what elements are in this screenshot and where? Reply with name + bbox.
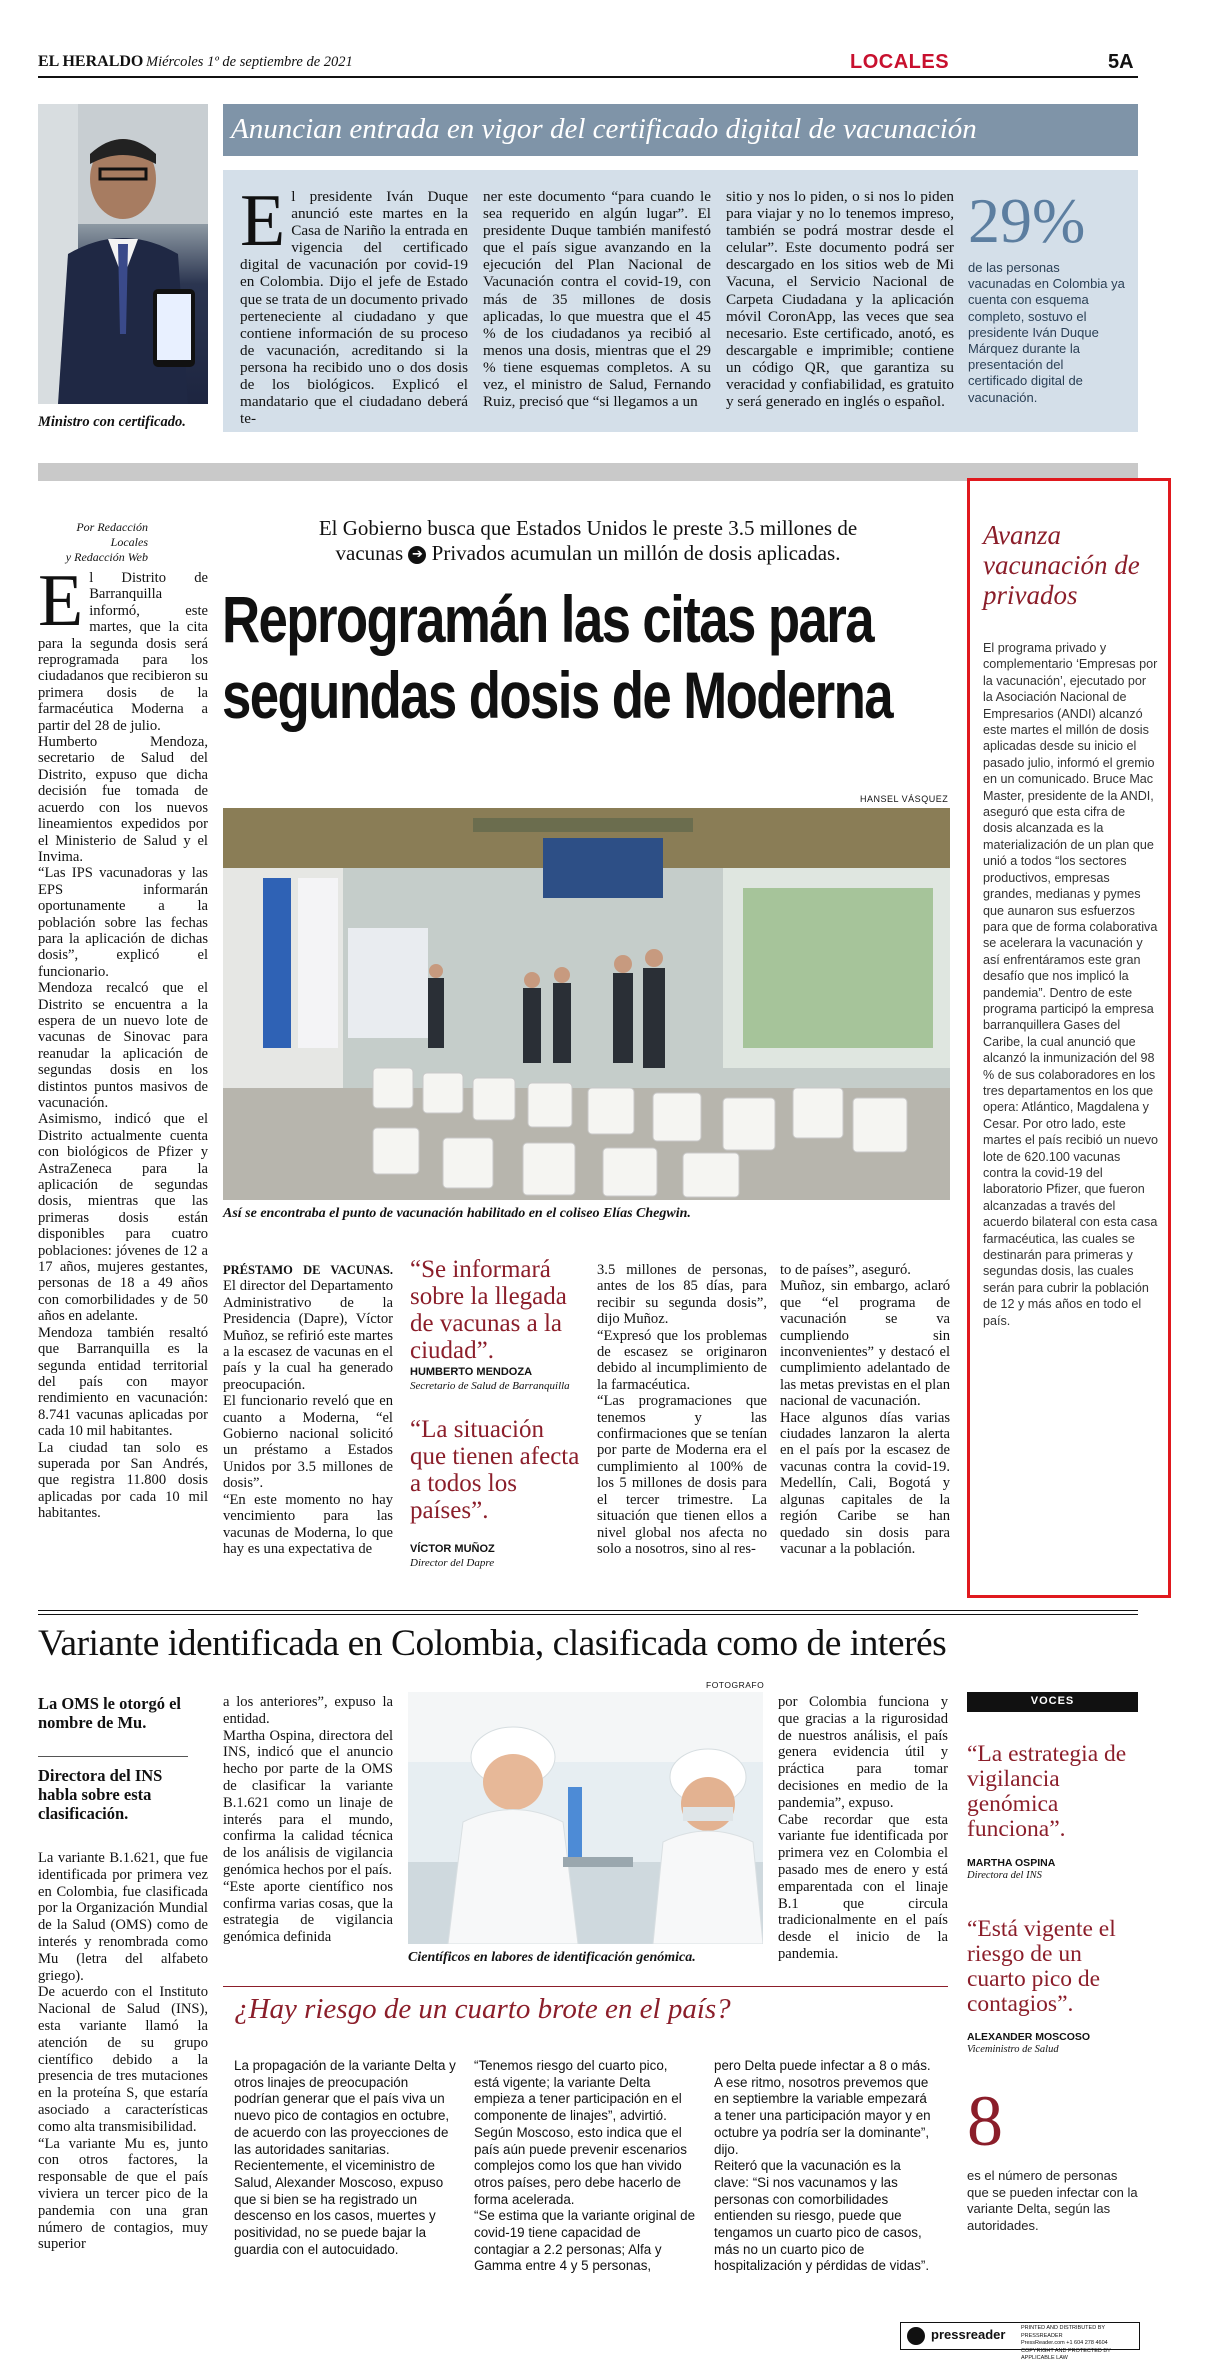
sidebar-title: Avanza vacunación de privados [983, 520, 1140, 610]
story1-col3: sitio y nos lo piden, o si nos lo piden para viajar y no lo tenemos impreso, también se podrá mostrar desde el celular”. Este documento podrá ser descargado en los sitios web de Mi Vacuna, el Servicio Nacional de Carpeta Ciudadana y la aplicación móvil CoronApp, las veces que sea necesario. Este certificado, anotó, es descargable e imprimible; contiene un código QR, que garantiza su veracidad y confiabilidad, es gratuito y será generado en inglés o español. [726, 188, 954, 411]
story2-left-col: El Distrito de Barranquilla informó, este martes, que la cita para la segunda dosis será reprogramada para los ciudadanos que recibieron su primera dosis de la farmacéutica Moderna a partir del 28 de julio. Humberto Mendoza, secretario de Salud del Distrito, expuso que dicha decisión fue tomada de acuerdo con los nuevos lineamientos expedidos por el Ministerio de Salud y el Invima. “Las IPS vacunadoras y las EPS informarán oportunamente a la población sobre las fechas para la aplicación de dichas dosis”, explicó el funcionario. Mendoza recalcó que el Distrito se encuentra a la espera de un nuevo lote de vacunas de Sinovac para reanudar la aplicación de segundas dosis en los distintos puntos masivos de vacunación. Asimismo, indicó que el Distrito actualmente cuenta con biológicos de Pfizer y AstraZeneca para la aplicación de segundas dosis, mientras que las primeras dosis están disponibles para cuatro poblaciones: jóvenes de 12 a 17 años, mujeres gestantes, personas de 18 a 49 años con comorbilidades y de 50 años en adelante. Mendoza también resaltó que Barranquilla es la segunda entidad territorial del país con mayor rendimiento en vacunación: 8.741 vacunas aplicadas por cada 10 mil habitantes. La ciudad tan solo es superada por San Andrés, que registra 11.800 dosis aplicadas por cada 10 mil habitantes. [38, 560, 208, 1522]
voice2-quote: “Está vigente el riesgo de un cuarto pico de contagios”. [967, 1916, 1116, 2017]
byline: Por Redacción Locales y Redacción Web [65, 520, 148, 564]
story1-headline: Anuncian entrada en vigor del certificado digital de vacunación [231, 113, 977, 145]
story2-headline-2: segundas dosis de Moderna [222, 658, 893, 732]
story3-photo-caption: Científicos en labores de identificación genómica. [408, 1950, 696, 1965]
pressreader-badge [900, 2322, 1140, 2361]
sub-col1: La propagación de la variante Delta y otros linajes de preocupación podrían generar que el país viva un nuevo pico de contagios en octubre, de acuerdo con las proyecciones de las autoridades sanitarias. Recientemente, el viceministro de Salud, Alexander Moscoso, expuso que si bien se ha registrado un descenso en los casos, muertes y positividad, no se puede bajar la guardia con el autocuidado. [234, 2058, 456, 2257]
scientists-photo [408, 1692, 763, 1944]
sidebar-text: El programa privado y complementario ‘Empresas por la vacunación’, ejecutado por la Asociación Nacional de Empresarios (ANDI) alcanzó este martes el millón de dosis aplicadas desde su inicio el pasado julio, informó el gremio en un comunicado. Bruce Mac Master, presidente de la ANDI, aseguró que esta cifra de dosis alcanzada es la materialización de un plan que unió a todos “los sectores productivos, empresas grandes, medianas y pymes que aunaron sus esfuerzos para que de forma colaborativa se acelerara la vacunación y así enfrentáramos este gran desafío que nos implicó la pandemia”. Dentro de este programa participó la empresa barranquillera Gases del Caribe, la cual anunció que alcanzó la inmunización del 98 % de sus colaboradores en los tres departamentos en los que opera: Atlántico, Magdalena y Cesar. Por otro lado, este martes el país recibió un nuevo lote de 620.100 vacunas contra la covid-19 del laboratorio Pfizer, que fueron alcanzadas a través del acuerdo bilateral con esta casa farmacéutica, las cuales se destinarán para primeras y segundas dosis, las cuales serán para cubrir la población de 12 y más años en todo el país. [983, 641, 1159, 1328]
pull-quote-1: “Se informará sobre la llegada de vacunas a la ciudad”. [410, 1256, 567, 1364]
pull-quote-2: “La situación que tienen afecta a todos los países”. [410, 1416, 580, 1524]
story2-photo-caption: Así se encontraba el punto de vacunación habilitado en el coliseo Elías Chegwin. [223, 1206, 691, 1221]
story3-col3: por Colombia funciona y que gracias a la rigurosidad de nuestros análisis, el país genera evidencia útil y práctica para tomar decisiones en medio de la pandemia”, expuso. Cabe recordar que esta variante fue identificada por primera vez en Colombia el pasado mes de enero y está emparentada con el linaje B.1 que circula tradicionalmente en el país desde el inicio de la pandemia. [778, 1694, 948, 1962]
pressreader-logo-icon [907, 2327, 925, 2345]
sub-col3: pero Delta puede infectar a 8 o más. A ese ritmo, nosotros prevemos que en septiembre la variable empezará a tener una participación mayor y en octubre ya podría ser la dominante”, dijo. Reiteró que la vacunación es la clave: “Si nos vacunamos y las personas con comorbilidades entienden su riesgo, puede que tengamos un cuarto pico de casos, más no un cuarto pico de hospitalización y pérdidas de vidas”. [714, 2058, 931, 2274]
story3-col2: a los anteriores”, expuso la entidad. Martha Ospina, directora del INS, indicó que el anuncio hecho por parte de la OMS de clasificar la variante B.1.621 como un linaje de interés para el mundo, confirma la calidad técnica de los análisis de vigilancia genómica hechos por el país. “Este aporte científico nos confirma varias cosas, que la estrategia de vigilancia genómica definida [223, 1694, 393, 1946]
story3-sub-headline: ¿Hay riesgo de un cuarto brote en el país? [234, 1993, 731, 2025]
sub-col2: “Tenemos riesgo del cuarto pico, está vigente; la variante Delta empieza a tener participación en el componente de linajes”, advirtió. Según Moscoso, esto indica que el país aún puede prevenir escenarios complejos como los que han vivido otros países, pero debe hacerlo de forma acelerada. “Se estima que la variante original de covid-19 tiene capacidad de contagiar a 2.2 personas; Alfa y Gamma entre 4 y 5 personas, [474, 2058, 696, 2274]
voice2-role: Viceministro de Salud [967, 2044, 1059, 2055]
story2-kicker: El Gobierno busca que Estados Unidos le preste 3.5 millones de vacunas ➔ Privados acumulan un millón de dosis aplicadas. [318, 516, 858, 565]
pressreader-brand: pressreader [931, 2327, 1006, 2342]
arrow-right-icon: ➔ [408, 546, 426, 564]
paper-name: EL HERALDO [38, 53, 144, 70]
coliseum-scene-icon [223, 808, 950, 1200]
voice1-quote: “La estrategia de vigilancia genómica funciona”. [967, 1741, 1127, 1842]
voice1-role: Directora del INS [967, 1870, 1042, 1881]
stat-8-text: es el número de personas que se pueden infectar con la variante Delta, según las autoridades. [967, 2168, 1138, 2233]
quote2-role: Director del Dapre [410, 1557, 495, 1569]
story2-col-d: to de países”, aseguró. Muñoz, sin embargo, aclaró que “el programa de vacunación se va cumpliendo sin inconvenientes” y destacó el cumplimiento adelantado de las metas previstas en el plan nacional de vacunación. Hace algunos días varias ciudades lanzaron la alerta en el país por la escasez de vacunas contra la covid-19. Medellín, Cali, Bogotá y algunas capitales de la región Caribe se han quedado sin dosis para vacunar a la población. [780, 1262, 950, 1557]
story1-col2: ner este documento “para cuando le sea requerido en algún lugar”. El presidente Duque también manifestó que el país sigue avanzando en la ejecución del Plan Nacional de Vacunación contra el covid-19, con más de 35 millones de dosis aplicadas, lo que muestra que el 45 % de los ciudadanos ya recibió al menos una dosis, mientras que el 29 % tiene esquemas completos. A su vez, el ministro de Salud, Fernando Ruiz, precisó que “si llegamos a un [483, 188, 711, 411]
voces-label: VOCES [1030, 1695, 1075, 1707]
stat-29: 29% [968, 185, 1086, 256]
story2-col-c: 3.5 millones de personas, antes de los 85 días, para recibir su segunda dosis”, dijo Muñoz. “Expresó que los problemas de escasez se originaron debido al incumplimiento de la farmacéutica. “Las programaciones que tenemos y las confirmaciones que se tenían por parte de Moderna era el cumplimiento al 100% de los 5 millones de dosis para el tercer trimestre. La situación que tienen ellos a nivel global nos afecta no solo a nosotros, sino al res- [597, 1262, 767, 1557]
minister-photo [38, 104, 208, 404]
dropcap: E [38, 560, 84, 642]
quote2-name: VÍCTOR MUÑOZ [410, 1543, 495, 1555]
story3-sub2: Directora del INS habla sobre esta clasificación. [38, 1766, 163, 1823]
story3-photo-credit: FOTOGRAFO [706, 1680, 765, 1690]
rule-top-2 [38, 1614, 1138, 1615]
page-number: 5A [1108, 51, 1134, 73]
dropcap: E [240, 180, 286, 262]
photo-credit: HANSEL VÁSQUEZ [860, 794, 949, 804]
rule-top [38, 1610, 1138, 1611]
quote1-name: HUMBERTO MENDOZA [410, 1366, 533, 1378]
minister-figure-icon [38, 104, 208, 404]
sub-rule [38, 1756, 188, 1757]
sub-headline-rule [223, 1986, 948, 1987]
voice1-name: MARTHA OSPINA [967, 1857, 1056, 1869]
voice2-name: ALEXANDER MOSCOSO [967, 2031, 1091, 2043]
story1-col1: El presidente Iván Duque anunció este martes en la Casa de Nariño la entrada en vigencia del certificado digital de vacunación por covid-19 en Colombia. Dijo el jefe de Estado que se trata de un documento privado perteneciente al ciudadano y que contiene información de su proceso de vacunación, acreditando si la persona ha recibido uno o dos dosis de los biológicos. Explicó el mandatario que el ciudadano deberá te- [240, 180, 468, 428]
stat-8: 8 [967, 2081, 1003, 2161]
story3-headline: Variante identificada en Colombia, clasificada como de interés [38, 1623, 947, 1664]
pressreader-fineprint: PRINTED AND DISTRIBUTED BY PRESSREADER PressReader.com +1 604 278 4604 COPYRIGHT AND PROTECTED BY APPLICABLE LAW [1021, 2325, 1111, 2361]
voces-bar [967, 1692, 1138, 1712]
lab-scene-icon [408, 1692, 763, 1944]
issue-date: Miércoles 1º de septiembre de 2021 [146, 54, 353, 70]
story3-col1: La variante B.1.621, que fue identificada por primera vez en Colombia, fue clasificada por la Organización Mundial de la Salud (OMS) como de interés y renombrada como Mu (letra del alfabeto griego). De acuerdo con el Instituto Nacional de Salud (INS), esta variante llamó la atención de su grupo científico debido a la presencia de tres mutaciones en la proteína S, que estaría asociado a características como alta transmisibilidad. “La variante Mu es, junto con otros factores, la responsable de que el país viviera un tercer pico de la pandemia con una gran número de contagios, muy superior [38, 1850, 208, 2253]
section-label: LOCALES [850, 51, 950, 73]
story2-col-a: PRÉSTAMO DE VACUNAS. El director del Departamento Administrativo de la Presidencia (Dapre), Víctor Muñoz, se refirió este martes a la escasez de vacunas en el país y la cual ha generado preocupación. El funcionario reveló que en cuanto a Moderna, “el Gobierno nacional solicitó un préstamo a Estados Unidos por 3.5 millones de dosis”. “En este momento no hay vencimiento para las vacunas de Moderna, lo que hay es una expectativa de [223, 1263, 393, 1557]
masthead-rule [38, 76, 1138, 78]
stat-29-text: de las personas vacunadas en Colombia ya cuenta con esquema completo, sostuvo el presidente Iván Duque Márquez durante la presentación del certificado digital de vacunación. [968, 260, 1125, 405]
story3-sub1: La OMS le otorgó el nombre de Mu. [38, 1694, 181, 1732]
story2-headline-1: Reprogramán las citas para [222, 582, 873, 656]
vaccination-site-photo [223, 808, 950, 1200]
headline-banner [223, 104, 1138, 156]
quote1-role: Secretario de Salud de Barranquilla [410, 1380, 570, 1392]
photo-caption: Ministro con certificado. [38, 414, 186, 430]
